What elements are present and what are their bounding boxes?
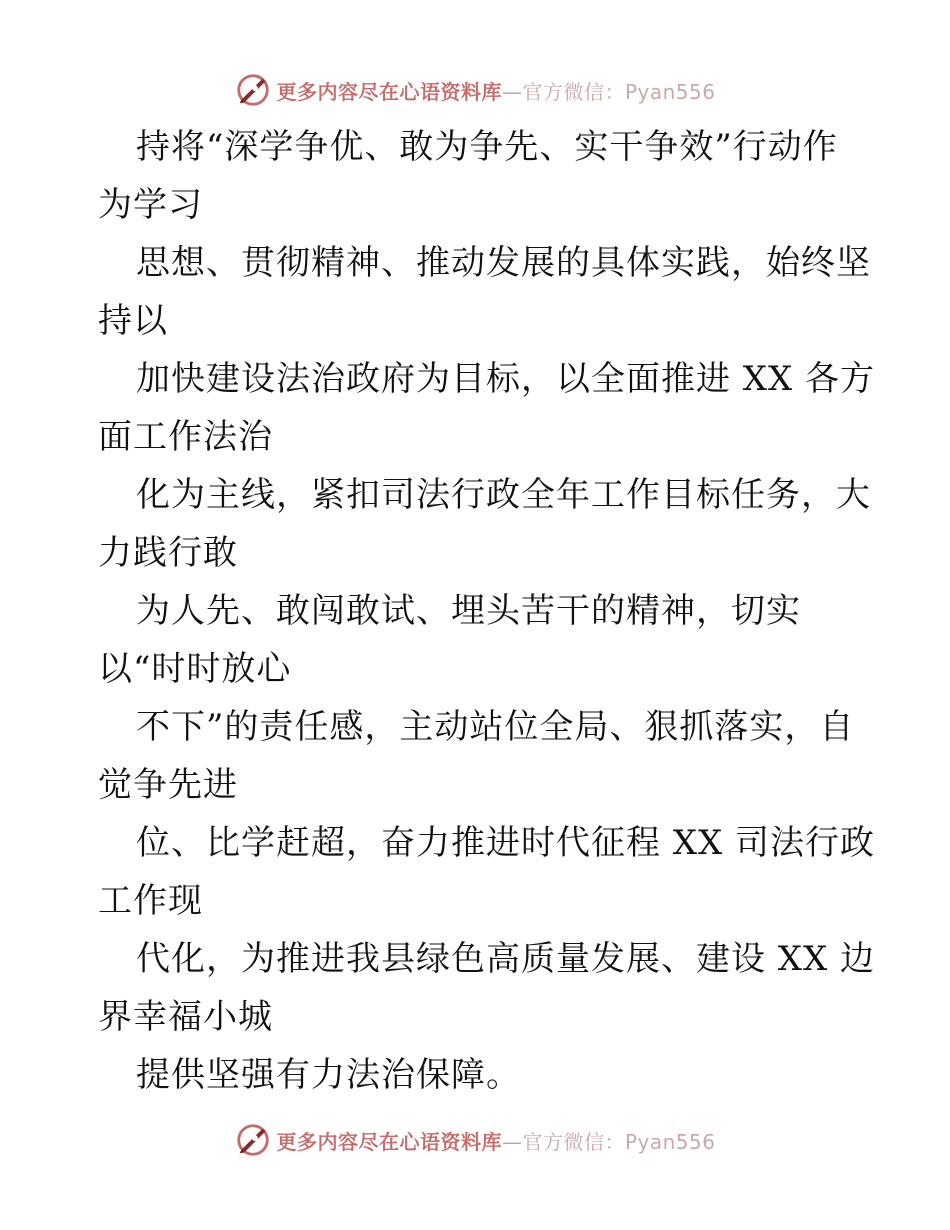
footer-watermark-text xyxy=(276,1126,715,1155)
paragraph-line: 加快建设法治政府为目标，以全面推进 XX 各方 xyxy=(136,359,876,399)
paragraph-line: 持将“深学争优、敢为争先、实干争效”行动作 xyxy=(136,127,838,167)
footer-brand-text: 更多内容尽在心语资料库 xyxy=(276,1129,502,1154)
paragraph-line: 觉争先进 xyxy=(98,765,238,805)
paragraph-line: 以“时时放心 xyxy=(98,649,292,689)
paragraph-line: 提供坚强有力法治保障。 xyxy=(136,1055,521,1095)
paragraph-line: 位、比学赶超，奋力推进时代征程 XX 司法行政 xyxy=(136,823,876,863)
header-account-text: 官方微信：Pyan556 xyxy=(522,79,716,104)
footer-account-text: 官方微信：Pyan556 xyxy=(522,1129,716,1154)
paragraph-line: 为学习 xyxy=(98,185,203,225)
footer-separator: — xyxy=(501,1129,523,1154)
header-watermark-text xyxy=(276,76,715,105)
header-separator: — xyxy=(501,79,523,104)
pen-logo-icon xyxy=(234,1121,272,1159)
header-watermark xyxy=(0,68,950,112)
paragraph-line: 力践行敢 xyxy=(98,533,238,573)
header-brand-text: 更多内容尽在心语资料库 xyxy=(276,79,502,104)
paragraph-line: 界幸福小城 xyxy=(98,997,273,1037)
paragraph-line: 思想、贯彻精神、推动发展的具体实践，始终坚 xyxy=(136,243,871,283)
footer-watermark xyxy=(0,1118,950,1162)
paragraph-line: 面工作法治 xyxy=(98,417,273,457)
paragraph-line: 为人先、敢闯敢试、埋头苦干的精神，切实 xyxy=(136,591,801,631)
paragraph-line: 持以 xyxy=(98,301,168,341)
pen-logo-icon xyxy=(234,71,272,109)
paragraph-line: 化为主线，紧扣司法行政全年工作目标任务，大 xyxy=(136,475,871,515)
paragraph-line: 代化，为推进我县绿色高质量发展、建设 XX 边 xyxy=(136,939,876,979)
document-body xyxy=(98,118,876,1104)
paragraph-line: 工作现 xyxy=(98,881,203,921)
paragraph-line: 不下”的责任感，主动站位全局、狠抓落实，自 xyxy=(136,707,855,747)
